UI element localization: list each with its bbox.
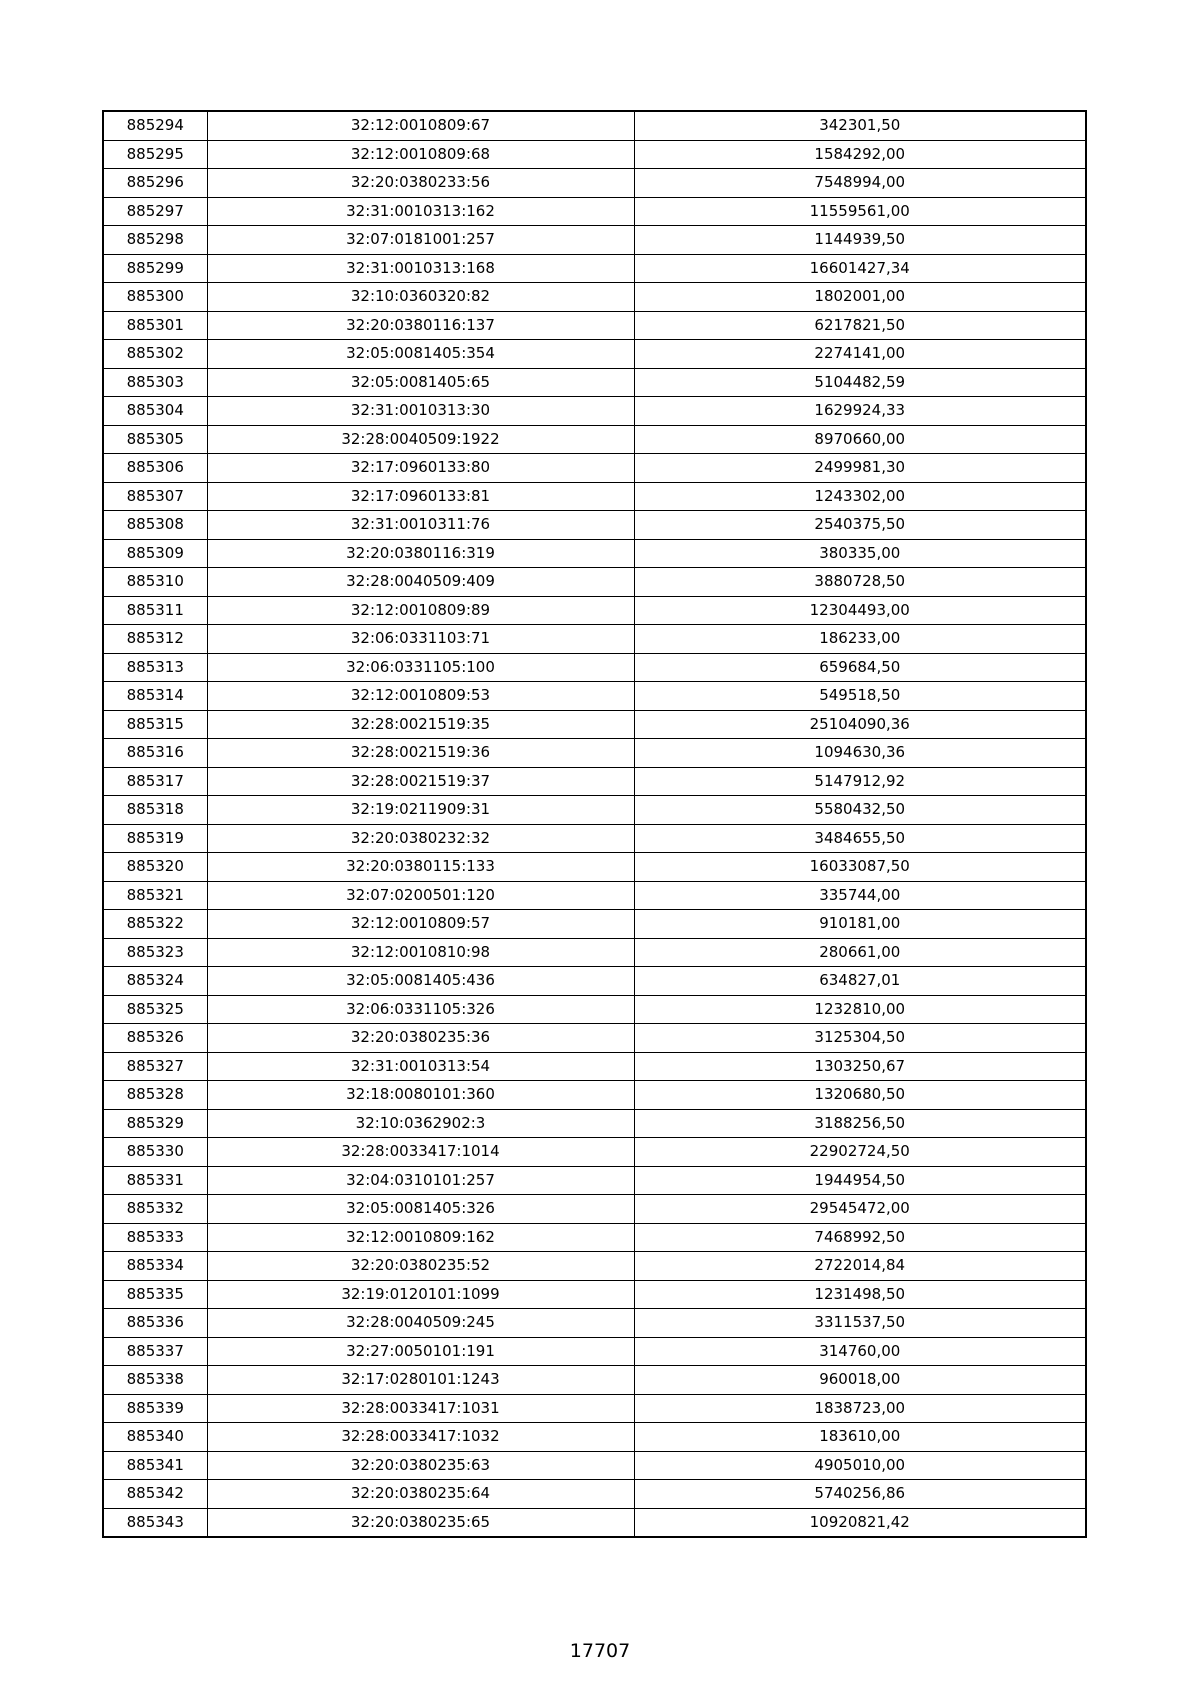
cadastral-number-cell: 32:05:0081405:326 <box>207 1195 634 1224</box>
value-cell: 5740256,86 <box>634 1480 1086 1509</box>
cadastral-number-cell: 32:20:0380235:65 <box>207 1508 634 1537</box>
value-cell: 314760,00 <box>634 1337 1086 1366</box>
cadastral-number-cell: 32:31:0010313:30 <box>207 397 634 426</box>
cadastral-number-cell: 32:17:0960133:80 <box>207 454 634 483</box>
row-number-cell: 885312 <box>103 625 207 654</box>
cadastral-number-cell: 32:28:0033417:1014 <box>207 1138 634 1167</box>
table-row <box>103 340 1086 369</box>
value-cell: 1243302,00 <box>634 482 1086 511</box>
cadastral-number-cell: 32:12:0010809:68 <box>207 140 634 169</box>
cadastral-number-cell: 32:12:0010809:162 <box>207 1223 634 1252</box>
value-cell: 3188256,50 <box>634 1109 1086 1138</box>
row-number-cell: 885311 <box>103 596 207 625</box>
table-row <box>103 739 1086 768</box>
cadastral-number-cell: 32:20:0380235:36 <box>207 1024 634 1053</box>
row-number-cell: 885299 <box>103 254 207 283</box>
row-number-cell: 885294 <box>103 111 207 140</box>
table-row <box>103 1508 1086 1537</box>
table-row <box>103 1366 1086 1395</box>
table-row <box>103 425 1086 454</box>
table-row <box>103 1195 1086 1224</box>
table-row <box>103 1423 1086 1452</box>
page-number: 17707 <box>569 1640 631 1662</box>
cadastral-number-cell: 32:28:0040509:409 <box>207 568 634 597</box>
table-row <box>103 311 1086 340</box>
value-cell: 7548994,00 <box>634 169 1086 198</box>
value-cell: 6217821,50 <box>634 311 1086 340</box>
table-row <box>103 967 1086 996</box>
cadastral-number-cell: 32:06:0331105:326 <box>207 995 634 1024</box>
row-number-cell: 885343 <box>103 1508 207 1537</box>
value-cell: 1094630,36 <box>634 739 1086 768</box>
cadastral-number-cell: 32:20:0380235:52 <box>207 1252 634 1281</box>
value-cell: 16601427,34 <box>634 254 1086 283</box>
cadastral-number-cell: 32:20:0380233:56 <box>207 169 634 198</box>
value-cell: 2274141,00 <box>634 340 1086 369</box>
row-number-cell: 885330 <box>103 1138 207 1167</box>
row-number-cell: 885309 <box>103 539 207 568</box>
cadastral-number-cell: 32:28:0040509:1922 <box>207 425 634 454</box>
value-cell: 16033087,50 <box>634 853 1086 882</box>
table-row <box>103 653 1086 682</box>
value-cell: 1231498,50 <box>634 1280 1086 1309</box>
value-cell: 280661,00 <box>634 938 1086 967</box>
cadastral-number-cell: 32:28:0021519:37 <box>207 767 634 796</box>
cadastral-number-cell: 32:31:0010313:168 <box>207 254 634 283</box>
value-cell: 5104482,59 <box>634 368 1086 397</box>
row-number-cell: 885318 <box>103 796 207 825</box>
table-row <box>103 881 1086 910</box>
row-number-cell: 885326 <box>103 1024 207 1053</box>
table-row <box>103 625 1086 654</box>
value-cell: 1320680,50 <box>634 1081 1086 1110</box>
table-row <box>103 1223 1086 1252</box>
cadastral-number-cell: 32:05:0081405:65 <box>207 368 634 397</box>
value-cell: 342301,50 <box>634 111 1086 140</box>
row-number-cell: 885304 <box>103 397 207 426</box>
value-cell: 22902724,50 <box>634 1138 1086 1167</box>
value-cell: 3880728,50 <box>634 568 1086 597</box>
cadastral-number-cell: 32:04:0310101:257 <box>207 1166 634 1195</box>
value-cell: 25104090,36 <box>634 710 1086 739</box>
row-number-cell: 885320 <box>103 853 207 882</box>
cadastral-number-cell: 32:28:0021519:36 <box>207 739 634 768</box>
cadastral-number-cell: 32:12:0010809:89 <box>207 596 634 625</box>
table-row <box>103 1394 1086 1423</box>
value-cell: 7468992,50 <box>634 1223 1086 1252</box>
row-number-cell: 885337 <box>103 1337 207 1366</box>
cadastral-number-cell: 32:20:0380116:319 <box>207 539 634 568</box>
cadastral-number-cell: 32:19:0211909:31 <box>207 796 634 825</box>
value-cell: 11559561,00 <box>634 197 1086 226</box>
cadastral-number-cell: 32:12:0010809:67 <box>207 111 634 140</box>
cadastral-number-cell: 32:20:0380116:137 <box>207 311 634 340</box>
value-cell: 4905010,00 <box>634 1451 1086 1480</box>
table-row <box>103 397 1086 426</box>
cadastral-number-cell: 32:12:0010809:57 <box>207 910 634 939</box>
value-cell: 8970660,00 <box>634 425 1086 454</box>
value-cell: 3484655,50 <box>634 824 1086 853</box>
row-number-cell: 885310 <box>103 568 207 597</box>
row-number-cell: 885295 <box>103 140 207 169</box>
cadastral-number-cell: 32:28:0040509:245 <box>207 1309 634 1338</box>
value-cell: 3311537,50 <box>634 1309 1086 1338</box>
table-row <box>103 910 1086 939</box>
cadastral-number-cell: 32:31:0010311:76 <box>207 511 634 540</box>
table-row <box>103 1309 1086 1338</box>
row-number-cell: 885321 <box>103 881 207 910</box>
value-cell: 659684,50 <box>634 653 1086 682</box>
value-cell: 2722014,84 <box>634 1252 1086 1281</box>
value-cell: 5580432,50 <box>634 796 1086 825</box>
table-row <box>103 1052 1086 1081</box>
value-cell: 549518,50 <box>634 682 1086 711</box>
value-cell: 186233,00 <box>634 625 1086 654</box>
row-number-cell: 885297 <box>103 197 207 226</box>
row-number-cell: 885332 <box>103 1195 207 1224</box>
value-cell: 3125304,50 <box>634 1024 1086 1053</box>
table-row <box>103 1480 1086 1509</box>
value-cell: 183610,00 <box>634 1423 1086 1452</box>
cadastral-number-cell: 32:31:0010313:162 <box>207 197 634 226</box>
table-row <box>103 1252 1086 1281</box>
cadastral-number-cell: 32:19:0120101:1099 <box>207 1280 634 1309</box>
value-cell: 380335,00 <box>634 539 1086 568</box>
table-row <box>103 568 1086 597</box>
row-number-cell: 885342 <box>103 1480 207 1509</box>
row-number-cell: 885331 <box>103 1166 207 1195</box>
value-cell: 335744,00 <box>634 881 1086 910</box>
row-number-cell: 885335 <box>103 1280 207 1309</box>
row-number-cell: 885300 <box>103 283 207 312</box>
row-number-cell: 885323 <box>103 938 207 967</box>
row-number-cell: 885325 <box>103 995 207 1024</box>
value-cell: 5147912,92 <box>634 767 1086 796</box>
row-number-cell: 885317 <box>103 767 207 796</box>
cadastral-number-cell: 32:05:0081405:436 <box>207 967 634 996</box>
cadastral-number-cell: 32:20:0380235:63 <box>207 1451 634 1480</box>
row-number-cell: 885336 <box>103 1309 207 1338</box>
value-cell: 1802001,00 <box>634 283 1086 312</box>
table-row <box>103 853 1086 882</box>
cadastral-number-cell: 32:06:0331105:100 <box>207 653 634 682</box>
row-number-cell: 885340 <box>103 1423 207 1452</box>
table-row <box>103 511 1086 540</box>
table-row <box>103 539 1086 568</box>
table-row <box>103 1166 1086 1195</box>
table-row <box>103 1280 1086 1309</box>
row-number-cell: 885315 <box>103 710 207 739</box>
row-number-cell: 885327 <box>103 1052 207 1081</box>
value-cell: 1232810,00 <box>634 995 1086 1024</box>
cadastral-number-cell: 32:20:0380232:32 <box>207 824 634 853</box>
row-number-cell: 885334 <box>103 1252 207 1281</box>
row-number-cell: 885302 <box>103 340 207 369</box>
cadastral-number-cell: 32:28:0033417:1032 <box>207 1423 634 1452</box>
row-number-cell: 885316 <box>103 739 207 768</box>
table-row <box>103 824 1086 853</box>
value-cell: 10920821,42 <box>634 1508 1086 1537</box>
table-row <box>103 796 1086 825</box>
table-row <box>103 283 1086 312</box>
table-row <box>103 682 1086 711</box>
cadastral-number-cell: 32:27:0050101:191 <box>207 1337 634 1366</box>
cadastral-number-cell: 32:12:0010809:53 <box>207 682 634 711</box>
row-number-cell: 885341 <box>103 1451 207 1480</box>
table-row <box>103 111 1086 140</box>
row-number-cell: 885339 <box>103 1394 207 1423</box>
row-number-cell: 885301 <box>103 311 207 340</box>
table-row <box>103 995 1086 1024</box>
row-number-cell: 885324 <box>103 967 207 996</box>
row-number-cell: 885303 <box>103 368 207 397</box>
row-number-cell: 885314 <box>103 682 207 711</box>
row-number-cell: 885322 <box>103 910 207 939</box>
value-cell: 29545472,00 <box>634 1195 1086 1224</box>
data-table <box>102 110 1087 1538</box>
cadastral-number-cell: 32:28:0021519:35 <box>207 710 634 739</box>
cadastral-number-cell: 32:18:0080101:360 <box>207 1081 634 1110</box>
table-row <box>103 1138 1086 1167</box>
cadastral-number-cell: 32:17:0280101:1243 <box>207 1366 634 1395</box>
table-row <box>103 1081 1086 1110</box>
value-cell: 12304493,00 <box>634 596 1086 625</box>
table-row <box>103 482 1086 511</box>
value-cell: 1944954,50 <box>634 1166 1086 1195</box>
value-cell: 1303250,67 <box>634 1052 1086 1081</box>
table-row <box>103 1024 1086 1053</box>
row-number-cell: 885329 <box>103 1109 207 1138</box>
value-cell: 1144939,50 <box>634 226 1086 255</box>
table-row <box>103 169 1086 198</box>
row-number-cell: 885333 <box>103 1223 207 1252</box>
table-row <box>103 254 1086 283</box>
table-row <box>103 1337 1086 1366</box>
cadastral-number-cell: 32:20:0380235:64 <box>207 1480 634 1509</box>
table-row <box>103 140 1086 169</box>
cadastral-number-cell: 32:12:0010810:98 <box>207 938 634 967</box>
row-number-cell: 885298 <box>103 226 207 255</box>
row-number-cell: 885338 <box>103 1366 207 1395</box>
row-number-cell: 885308 <box>103 511 207 540</box>
cadastral-number-cell: 32:05:0081405:354 <box>207 340 634 369</box>
table-row <box>103 1451 1086 1480</box>
value-cell: 960018,00 <box>634 1366 1086 1395</box>
cadastral-number-cell: 32:06:0331103:71 <box>207 625 634 654</box>
row-number-cell: 885307 <box>103 482 207 511</box>
row-number-cell: 885313 <box>103 653 207 682</box>
cadastral-number-cell: 32:10:0362902:3 <box>207 1109 634 1138</box>
table-row <box>103 226 1086 255</box>
table-row <box>103 368 1086 397</box>
table-row <box>103 596 1086 625</box>
value-cell: 1584292,00 <box>634 140 1086 169</box>
table-row <box>103 938 1086 967</box>
value-cell: 634827,01 <box>634 967 1086 996</box>
row-number-cell: 885305 <box>103 425 207 454</box>
row-number-cell: 885306 <box>103 454 207 483</box>
table-body <box>103 111 1086 1537</box>
value-cell: 1629924,33 <box>634 397 1086 426</box>
value-cell: 2540375,50 <box>634 511 1086 540</box>
cadastral-number-cell: 32:17:0960133:81 <box>207 482 634 511</box>
value-cell: 2499981,30 <box>634 454 1086 483</box>
table-row <box>103 1109 1086 1138</box>
row-number-cell: 885319 <box>103 824 207 853</box>
table-row <box>103 710 1086 739</box>
cadastral-number-cell: 32:28:0033417:1031 <box>207 1394 634 1423</box>
table-row <box>103 767 1086 796</box>
table-row <box>103 454 1086 483</box>
value-cell: 1838723,00 <box>634 1394 1086 1423</box>
value-cell: 910181,00 <box>634 910 1086 939</box>
cadastral-number-cell: 32:10:0360320:82 <box>207 283 634 312</box>
cadastral-number-cell: 32:07:0181001:257 <box>207 226 634 255</box>
table-row <box>103 197 1086 226</box>
row-number-cell: 885328 <box>103 1081 207 1110</box>
cadastral-number-cell: 32:31:0010313:54 <box>207 1052 634 1081</box>
row-number-cell: 885296 <box>103 169 207 198</box>
cadastral-number-cell: 32:20:0380115:133 <box>207 853 634 882</box>
cadastral-number-cell: 32:07:0200501:120 <box>207 881 634 910</box>
